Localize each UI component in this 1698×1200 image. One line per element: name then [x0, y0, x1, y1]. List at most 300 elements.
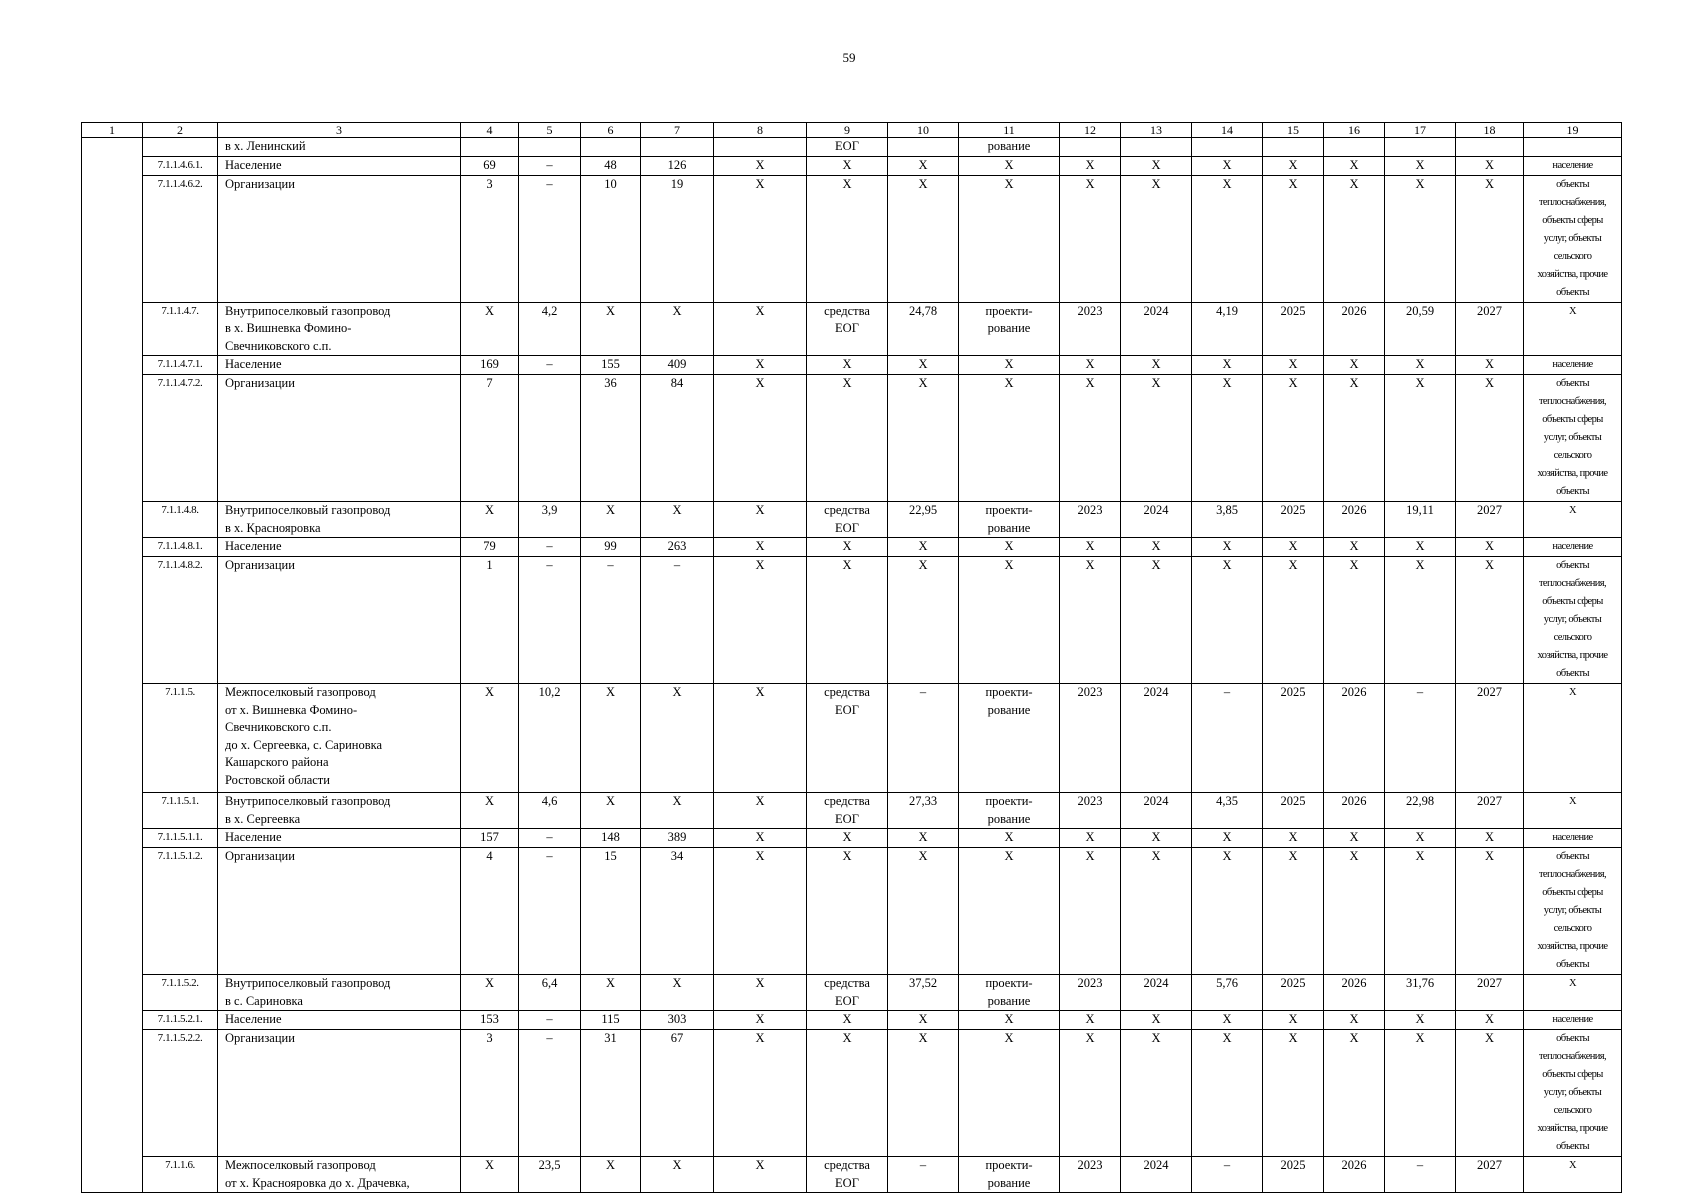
table-cell-col-15: Х	[1263, 538, 1324, 557]
table-cell-col-4: 153	[461, 1011, 519, 1030]
table-cell-col-10: 27,33	[888, 793, 959, 829]
table-cell-col-2: 7.1.1.4.6.1.	[143, 156, 218, 175]
table-cell-col-6: Х	[581, 684, 641, 793]
table-cell-col-2: 7.1.1.4.8.1.	[143, 538, 218, 557]
table-cell-col-19: население	[1524, 356, 1622, 375]
table-cell-col-17: Х	[1385, 375, 1456, 502]
table-cell-col-13: Х	[1121, 1030, 1192, 1157]
table-cell-col-6: –	[581, 557, 641, 684]
table-cell-col-13: Х	[1121, 356, 1192, 375]
table-cell-col-19: объекты теплоснабжения, объекты сферы услуг, объекты сельского хозяйства, прочие объекты	[1524, 1030, 1622, 1157]
table-cell-col-6: 31	[581, 1030, 641, 1157]
table-cell-col-10: Х	[888, 375, 959, 502]
table-cell-col-6: 36	[581, 375, 641, 502]
column-number-7: 7	[641, 123, 714, 138]
table-cell-col-16: Х	[1324, 848, 1385, 975]
table-cell-col-2: 7.1.1.4.8.2.	[143, 557, 218, 684]
table-cell-col-11: Х	[959, 829, 1060, 848]
table-cell-col-2: 7.1.1.4.7.1.	[143, 356, 218, 375]
table-cell-col-12: Х	[1060, 538, 1121, 557]
table-cell-col-16: Х	[1324, 1011, 1385, 1030]
table-cell-col-13: Х	[1121, 848, 1192, 975]
table-cell-col-7: Х	[641, 302, 714, 356]
table-cell-col-17: Х	[1385, 557, 1456, 684]
table-cell-col-6: Х	[581, 975, 641, 1011]
table-cell-col-4	[461, 138, 519, 157]
table-cell-col-11: Х	[959, 175, 1060, 302]
table-row	[82, 538, 1622, 557]
table-cell-col-4: 3	[461, 1030, 519, 1157]
table-cell-col-9: Х	[807, 375, 888, 502]
table-cell-col-15: 2025	[1263, 684, 1324, 793]
table-cell-col-5: –	[519, 1011, 581, 1030]
table-cell-col-12: Х	[1060, 1011, 1121, 1030]
table-cell-col-4: 3	[461, 175, 519, 302]
table-cell-col-6: 99	[581, 538, 641, 557]
table-cell-col-19: объекты теплоснабжения, объекты сферы услуг, объекты сельского хозяйства, прочие объекты	[1524, 175, 1622, 302]
table-row	[82, 1011, 1622, 1030]
table-cell-col-12: Х	[1060, 175, 1121, 302]
table-cell-col-4: 7	[461, 375, 519, 502]
table-cell-col-14: Х	[1192, 175, 1263, 302]
table-cell-col-18: Х	[1456, 356, 1524, 375]
table-cell-col-5: 10,2	[519, 684, 581, 793]
table-cell-col-3: Население	[218, 1011, 461, 1030]
column-number-9: 9	[807, 123, 888, 138]
table-cell-col-18: Х	[1456, 1030, 1524, 1157]
table-cell-col-14: 4,35	[1192, 793, 1263, 829]
table-cell-col-4: 1	[461, 557, 519, 684]
table-cell-col-11: Х	[959, 538, 1060, 557]
table-cell-col-7: Х	[641, 793, 714, 829]
table-cell-col-5: 23,5	[519, 1157, 581, 1193]
table-cell-col-6: Х	[581, 502, 641, 538]
table-cell-col-6	[581, 138, 641, 157]
table-header-row	[82, 123, 1622, 138]
table-cell-col-17: Х	[1385, 1011, 1456, 1030]
table-cell-col-18: 2027	[1456, 502, 1524, 538]
table-cell-col-4: Х	[461, 793, 519, 829]
table-cell-col-12: 2023	[1060, 1157, 1121, 1193]
column-number-13: 13	[1121, 123, 1192, 138]
table-cell-col-17: Х	[1385, 156, 1456, 175]
table-cell-col-5: –	[519, 557, 581, 684]
column-number-15: 15	[1263, 123, 1324, 138]
table-row	[82, 138, 1622, 157]
table-cell-col-4: 69	[461, 156, 519, 175]
column-number-14: 14	[1192, 123, 1263, 138]
table-cell-col-2: 7.1.1.5.2.2.	[143, 1030, 218, 1157]
table-row	[82, 829, 1622, 848]
table-cell-col-19: Х	[1524, 793, 1622, 829]
table-cell-col-10: Х	[888, 829, 959, 848]
table-cell-col-17: 22,98	[1385, 793, 1456, 829]
table-cell-col-5: 6,4	[519, 975, 581, 1011]
table-cell-col-9: средства ЕОГ	[807, 1157, 888, 1193]
column-number-18: 18	[1456, 123, 1524, 138]
table-cell-col-2: 7.1.1.4.7.	[143, 302, 218, 356]
table-cell-col-16	[1324, 138, 1385, 157]
table-cell-col-15: 2025	[1263, 975, 1324, 1011]
table-row	[82, 1157, 1622, 1193]
table-cell-col-19: Х	[1524, 502, 1622, 538]
table-cell-col-4: 157	[461, 829, 519, 848]
table-cell-col-10: –	[888, 1157, 959, 1193]
table-cell-col-14: Х	[1192, 1011, 1263, 1030]
table-cell-col-8: Х	[714, 356, 807, 375]
table-cell-col-11: Х	[959, 848, 1060, 975]
table-cell-col-6: 148	[581, 829, 641, 848]
table-cell-col-9: ЕОГ	[807, 138, 888, 157]
table-cell-col-11: Х	[959, 1030, 1060, 1157]
table-cell-col-13: 2024	[1121, 793, 1192, 829]
table-cell-col-3: Организации	[218, 175, 461, 302]
table-cell-col-9: средства ЕОГ	[807, 975, 888, 1011]
table-cell-col-19: объекты теплоснабжения, объекты сферы услуг, объекты сельского хозяйства, прочие объекты	[1524, 848, 1622, 975]
table-cell-col-8: Х	[714, 302, 807, 356]
table-cell-col-16: Х	[1324, 375, 1385, 502]
table-cell-col-12: Х	[1060, 848, 1121, 975]
table-cell-col-6: Х	[581, 1157, 641, 1193]
table-cell-col-8: Х	[714, 175, 807, 302]
table-cell-col-18: 2027	[1456, 1157, 1524, 1193]
table-cell-col-7: 67	[641, 1030, 714, 1157]
table-cell-col-9: средства ЕОГ	[807, 684, 888, 793]
table-cell-col-3: Организации	[218, 1030, 461, 1157]
table-cell-col-10: 37,52	[888, 975, 959, 1011]
table-cell-col-16: Х	[1324, 557, 1385, 684]
table-cell-col-10: 24,78	[888, 302, 959, 356]
table-row	[82, 848, 1622, 975]
table-cell-col-17: –	[1385, 684, 1456, 793]
table-cell-col-14: 4,19	[1192, 302, 1263, 356]
table-cell-col-12: Х	[1060, 1030, 1121, 1157]
table-cell-col-16: 2026	[1324, 975, 1385, 1011]
table-cell-col-14: 5,76	[1192, 975, 1263, 1011]
table-cell-col-14: 3,85	[1192, 502, 1263, 538]
table-cell-col-12: 2023	[1060, 502, 1121, 538]
table-cell-col-9: средства ЕОГ	[807, 793, 888, 829]
table-cell-col-13: 2024	[1121, 502, 1192, 538]
table-cell-col-7: Х	[641, 1157, 714, 1193]
table-cell-col-11: проекти- рование	[959, 684, 1060, 793]
table-cell-col-2: 7.1.1.5.2.	[143, 975, 218, 1011]
table-cell-col-3: в х. Ленинский	[218, 138, 461, 157]
table-cell-col-19: население	[1524, 829, 1622, 848]
table-cell-col-3: Население	[218, 356, 461, 375]
table-body	[82, 123, 1622, 1193]
table-cell-col-10: Х	[888, 156, 959, 175]
table-cell-col-12: 2023	[1060, 684, 1121, 793]
table-cell-col-4: Х	[461, 684, 519, 793]
table-cell-col-13: Х	[1121, 175, 1192, 302]
table-row	[82, 793, 1622, 829]
table-cell-col-5: –	[519, 356, 581, 375]
table-cell-col-17	[1385, 138, 1456, 157]
table-cell-col-10: Х	[888, 848, 959, 975]
table-cell-col-19: объекты теплоснабжения, объекты сферы услуг, объекты сельского хозяйства, прочие объекты	[1524, 557, 1622, 684]
table-cell-col-12: Х	[1060, 829, 1121, 848]
table-cell-col-5: –	[519, 175, 581, 302]
table-cell-col-13: 2024	[1121, 302, 1192, 356]
table-cell-col-5: –	[519, 848, 581, 975]
table-cell-col-4: 4	[461, 848, 519, 975]
table-cell-col-6: 10	[581, 175, 641, 302]
table-cell-col-17: Х	[1385, 356, 1456, 375]
table-cell-col-17: Х	[1385, 175, 1456, 302]
table-cell-col-2: 7.1.1.4.8.	[143, 502, 218, 538]
table-cell-col-8: Х	[714, 156, 807, 175]
table-cell-col-14: –	[1192, 684, 1263, 793]
table-cell-col-8: Х	[714, 793, 807, 829]
table-cell-col-13	[1121, 138, 1192, 157]
table-cell-col-12: Х	[1060, 156, 1121, 175]
table-cell-col-9: средства ЕОГ	[807, 502, 888, 538]
table-cell-col-7	[641, 138, 714, 157]
table-cell-col-15: Х	[1263, 848, 1324, 975]
table-cell-col-18: Х	[1456, 175, 1524, 302]
table-cell-col-14: Х	[1192, 848, 1263, 975]
table-cell-col-16: 2026	[1324, 1157, 1385, 1193]
table-cell-col-14	[1192, 138, 1263, 157]
table-row	[82, 302, 1622, 356]
table-cell-col-14: Х	[1192, 1030, 1263, 1157]
table-cell-col-7: 19	[641, 175, 714, 302]
table-cell-col-7: Х	[641, 684, 714, 793]
table-cell-col-5	[519, 375, 581, 502]
table-cell-col-16: 2026	[1324, 302, 1385, 356]
table-cell-col-3: Организации	[218, 848, 461, 975]
table-cell-col-8: Х	[714, 375, 807, 502]
table-cell-col-18: Х	[1456, 538, 1524, 557]
table-cell-col-7: 84	[641, 375, 714, 502]
table-cell-col-10: Х	[888, 1011, 959, 1030]
table-row	[82, 975, 1622, 1011]
table-cell-col-15: Х	[1263, 375, 1324, 502]
column-number-19: 19	[1524, 123, 1622, 138]
table-cell-col-3: Население	[218, 156, 461, 175]
table-cell-col-10: 22,95	[888, 502, 959, 538]
table-cell-col-10: Х	[888, 557, 959, 684]
table-cell-col-14: Х	[1192, 538, 1263, 557]
table-cell-col-16: Х	[1324, 156, 1385, 175]
table-cell-col-2	[143, 138, 218, 157]
table-cell-col-2: 7.1.1.4.6.2.	[143, 175, 218, 302]
column-number-3: 3	[218, 123, 461, 138]
table-cell-col-19: объекты теплоснабжения, объекты сферы услуг, объекты сельского хозяйства, прочие объекты	[1524, 375, 1622, 502]
table-cell-col-12: 2023	[1060, 793, 1121, 829]
table-cell-col-16: 2026	[1324, 793, 1385, 829]
table-cell-col-18: 2027	[1456, 302, 1524, 356]
table-cell-col-2: 7.1.1.6.	[143, 1157, 218, 1193]
table-cell-col-2: 7.1.1.5.1.2.	[143, 848, 218, 975]
table-cell-col-18: 2027	[1456, 684, 1524, 793]
table-cell-col-17: 20,59	[1385, 302, 1456, 356]
table-cell-col-17: 31,76	[1385, 975, 1456, 1011]
table-row	[82, 175, 1622, 302]
table-cell-col-11: рование	[959, 138, 1060, 157]
table-cell-col-9: Х	[807, 156, 888, 175]
table-cell-col-10	[888, 138, 959, 157]
table-cell-col-5	[519, 138, 581, 157]
table-cell-col-15: Х	[1263, 1011, 1324, 1030]
table-cell-col-18: 2027	[1456, 793, 1524, 829]
table-cell-col-15: Х	[1263, 557, 1324, 684]
table-cell-col-16: Х	[1324, 175, 1385, 302]
table-cell-col-11: Х	[959, 375, 1060, 502]
table-cell-col-16: 2026	[1324, 502, 1385, 538]
table-cell-col-9: Х	[807, 538, 888, 557]
column-number-12: 12	[1060, 123, 1121, 138]
table-cell-col-16: 2026	[1324, 684, 1385, 793]
table-cell-col-3: Межпоселковый газопровод от х. Вишневка Фомино- Свечниковского с.п. до х. Сергеевка, с. Сариновка Кашарского района Ростовской области	[218, 684, 461, 793]
table-cell-col-19: Х	[1524, 1157, 1622, 1193]
table-cell-col-6: 155	[581, 356, 641, 375]
table-cell-col-13: Х	[1121, 375, 1192, 502]
table-cell-col-4: Х	[461, 302, 519, 356]
table-cell-col-18: Х	[1456, 848, 1524, 975]
table-cell-col-11: проекти- рование	[959, 302, 1060, 356]
table-cell-col-3: Население	[218, 829, 461, 848]
table-cell-col-15: Х	[1263, 829, 1324, 848]
table-cell-col-15: 2025	[1263, 302, 1324, 356]
table-cell-col-17: Х	[1385, 848, 1456, 975]
table-cell-col-19: население	[1524, 156, 1622, 175]
table-cell-col-18: 2027	[1456, 975, 1524, 1011]
table-row	[82, 1030, 1622, 1157]
table-cell-col-6: Х	[581, 302, 641, 356]
table-cell-col-15: Х	[1263, 156, 1324, 175]
table-cell-col-7: 126	[641, 156, 714, 175]
table-cell-col-2: 7.1.1.5.1.	[143, 793, 218, 829]
table-cell-col-2: 7.1.1.5.2.1.	[143, 1011, 218, 1030]
table-cell-col-19: Х	[1524, 684, 1622, 793]
table-cell-col-11: проекти- рование	[959, 1157, 1060, 1193]
table-cell-col-8: Х	[714, 975, 807, 1011]
table-cell-col-8: Х	[714, 1011, 807, 1030]
table-cell-col-7: 389	[641, 829, 714, 848]
table-cell-col-7: 303	[641, 1011, 714, 1030]
table-cell-col-16: Х	[1324, 829, 1385, 848]
table-cell-col-5: –	[519, 1030, 581, 1157]
investment-table	[81, 122, 1622, 1193]
table-cell-col-12: 2023	[1060, 302, 1121, 356]
table-cell-col-3: Организации	[218, 375, 461, 502]
column-number-1: 1	[82, 123, 143, 138]
table-cell-col-9: Х	[807, 829, 888, 848]
table-cell-col-13: Х	[1121, 829, 1192, 848]
table-cell-col-9: Х	[807, 356, 888, 375]
table-cell-col-3: Внутрипоселковый газопровод в с. Сариновка	[218, 975, 461, 1011]
table-cell-col-2: 7.1.1.5.	[143, 684, 218, 793]
table-cell-col-18: Х	[1456, 375, 1524, 502]
table-cell-col-11: проекти- рование	[959, 793, 1060, 829]
table-cell-col-17: –	[1385, 1157, 1456, 1193]
table-cell-col-12	[1060, 138, 1121, 157]
table-cell-col-19: Х	[1524, 975, 1622, 1011]
table-cell-col-10: Х	[888, 538, 959, 557]
table-cell-col-11: Х	[959, 356, 1060, 375]
table-cell-col-8: Х	[714, 1030, 807, 1157]
table-cell-col-17: Х	[1385, 1030, 1456, 1157]
table-cell-col-8: Х	[714, 538, 807, 557]
table-cell-col-10: Х	[888, 1030, 959, 1157]
table-cell-col-7: 263	[641, 538, 714, 557]
table-cell-col-12: Х	[1060, 356, 1121, 375]
table-cell-col-15: Х	[1263, 356, 1324, 375]
table-cell-col-4: 169	[461, 356, 519, 375]
table-cell-col-15: 2025	[1263, 793, 1324, 829]
table-cell-col-5: –	[519, 538, 581, 557]
table-cell-col-6: 15	[581, 848, 641, 975]
table-cell-col-12: Х	[1060, 557, 1121, 684]
table-cell-col-4: Х	[461, 975, 519, 1011]
table-cell-col-2: 7.1.1.5.1.1.	[143, 829, 218, 848]
table-row	[82, 557, 1622, 684]
table-cell-col-8: Х	[714, 1157, 807, 1193]
table-cell-col-4: Х	[461, 502, 519, 538]
column-number-4: 4	[461, 123, 519, 138]
table-cell-col-16: Х	[1324, 1030, 1385, 1157]
table-cell-col-7: Х	[641, 975, 714, 1011]
table-cell-col-15: Х	[1263, 1030, 1324, 1157]
table-cell-col-19: Х	[1524, 302, 1622, 356]
table-cell-col-8	[714, 138, 807, 157]
table-cell-col-3: Организации	[218, 557, 461, 684]
table-cell-col-10: Х	[888, 175, 959, 302]
table-cell-col-9: средства ЕОГ	[807, 302, 888, 356]
table-cell-col-13: 2024	[1121, 975, 1192, 1011]
table-cell-col-3: Внутрипоселковый газопровод в х. Краснояровка	[218, 502, 461, 538]
table-row	[82, 375, 1622, 502]
table-cell-col-5: –	[519, 156, 581, 175]
table-cell-col-1	[82, 138, 143, 1193]
table-cell-col-13: Х	[1121, 538, 1192, 557]
table-cell-col-7: –	[641, 557, 714, 684]
table-cell-col-19: население	[1524, 1011, 1622, 1030]
table-cell-col-18: Х	[1456, 557, 1524, 684]
table-cell-col-16: Х	[1324, 538, 1385, 557]
column-number-5: 5	[519, 123, 581, 138]
table-row	[82, 684, 1622, 793]
column-number-10: 10	[888, 123, 959, 138]
table-cell-col-18: Х	[1456, 829, 1524, 848]
table-cell-col-8: Х	[714, 502, 807, 538]
table-cell-col-4: Х	[461, 1157, 519, 1193]
column-number-8: 8	[714, 123, 807, 138]
table-cell-col-14: Х	[1192, 156, 1263, 175]
table-cell-col-3: Внутрипоселковый газопровод в х. Сергеевка	[218, 793, 461, 829]
table-row	[82, 356, 1622, 375]
table-cell-col-11: Х	[959, 1011, 1060, 1030]
table-cell-col-8: Х	[714, 829, 807, 848]
table-cell-col-8: Х	[714, 848, 807, 975]
table-cell-col-14: Х	[1192, 356, 1263, 375]
table-cell-col-14: Х	[1192, 375, 1263, 502]
table-cell-col-9: Х	[807, 557, 888, 684]
table-cell-col-14: Х	[1192, 557, 1263, 684]
table-cell-col-6: Х	[581, 793, 641, 829]
table-cell-col-6: 115	[581, 1011, 641, 1030]
table-cell-col-4: 79	[461, 538, 519, 557]
table-cell-col-9: Х	[807, 1011, 888, 1030]
table-cell-col-3: Межпоселковый газопровод от х. Краснояровка до х. Драчевка,	[218, 1157, 461, 1193]
table-cell-col-2: 7.1.1.4.7.2.	[143, 375, 218, 502]
table-cell-col-7: 409	[641, 356, 714, 375]
table-cell-col-13: Х	[1121, 557, 1192, 684]
table-cell-col-12: 2023	[1060, 975, 1121, 1011]
table-cell-col-17: Х	[1385, 538, 1456, 557]
